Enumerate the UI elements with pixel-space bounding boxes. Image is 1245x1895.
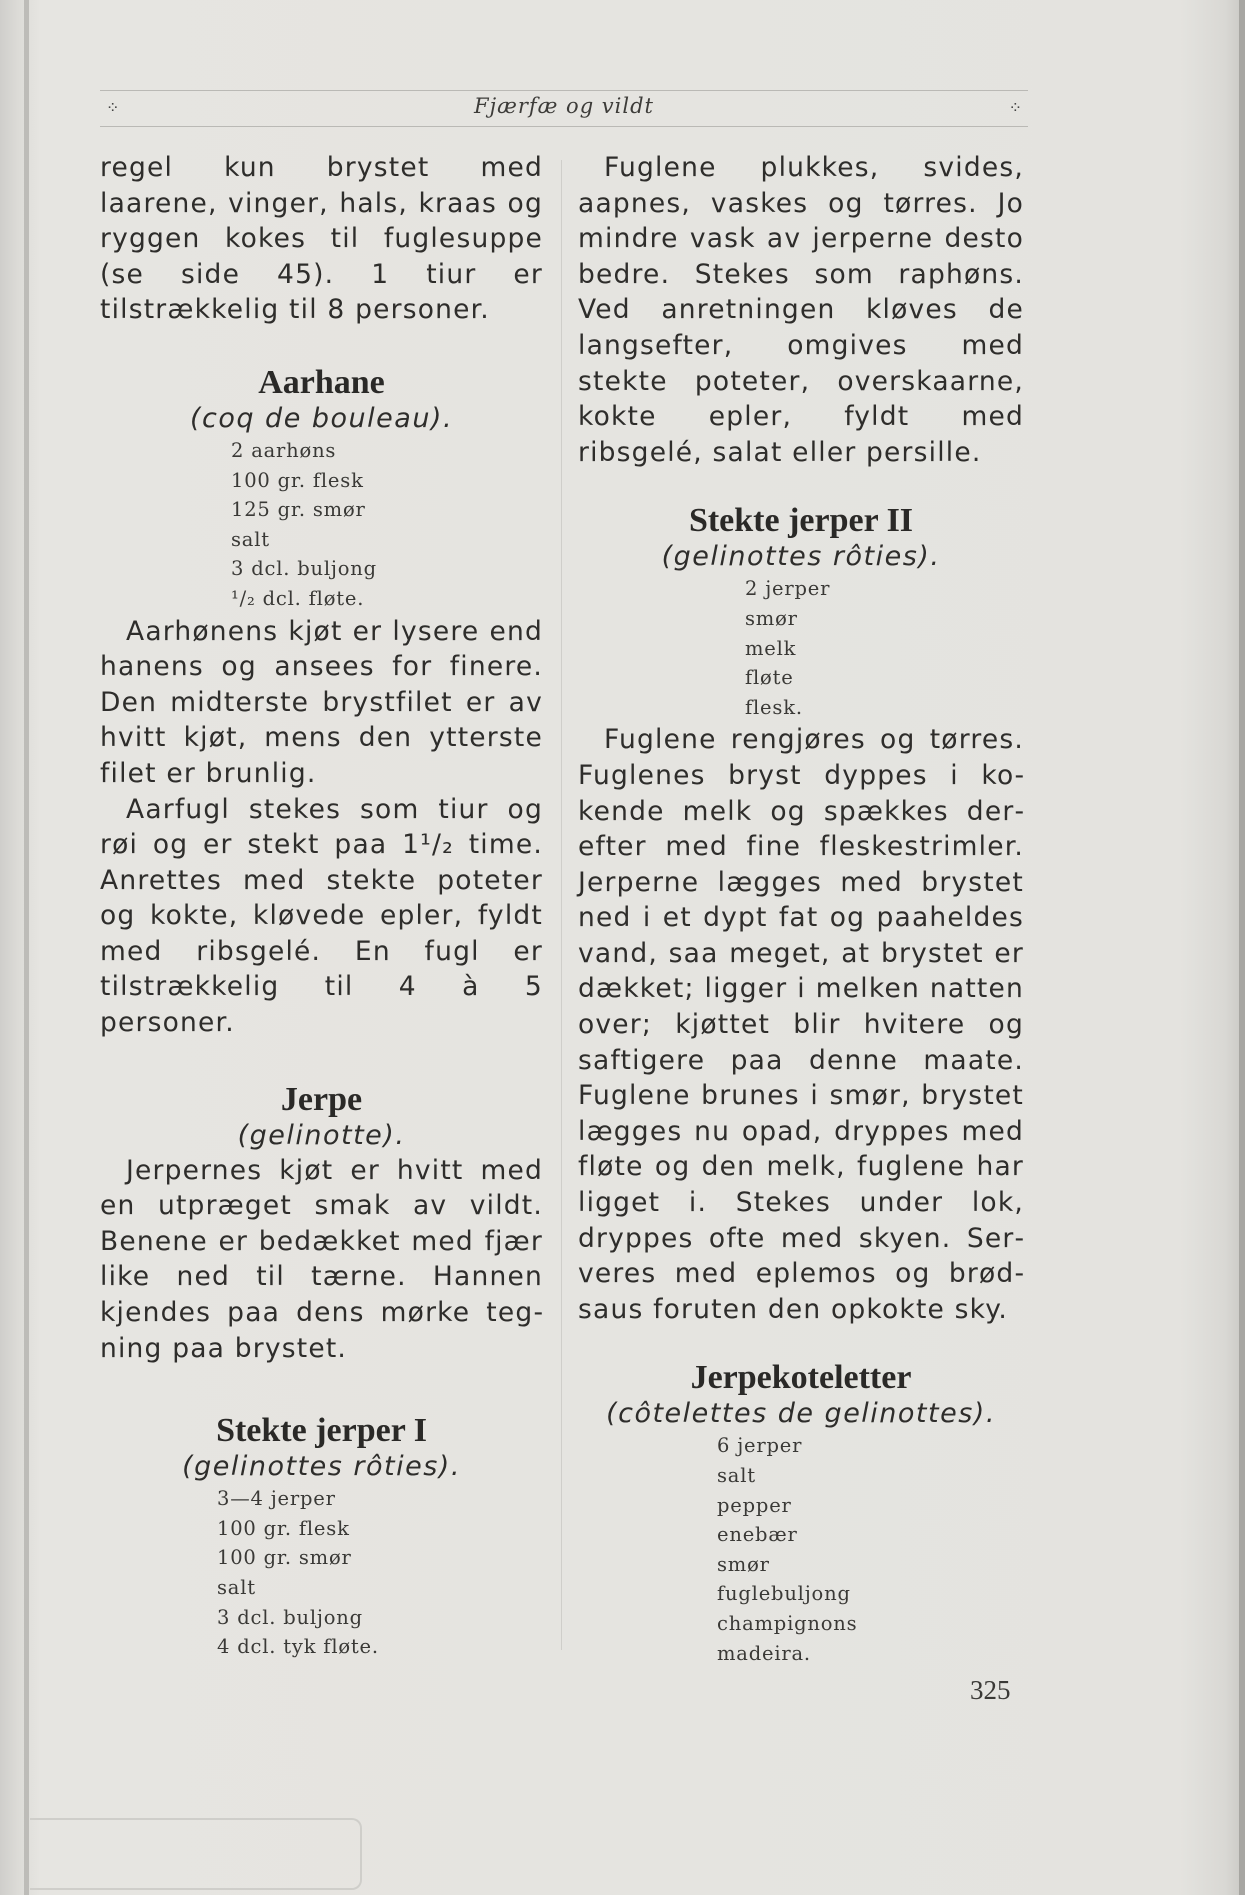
ingredient-item: salt	[231, 527, 270, 551]
ornament-left-icon: ⁘	[106, 98, 120, 117]
recipe-subtitle-stekte-jerper-2: (gelinottes rôties).	[661, 541, 941, 573]
ingredient-item: 100 gr. flesk	[231, 468, 364, 492]
ingredient-item: 2 jerper	[745, 577, 831, 601]
recipe-title-jerpekoteletter: Jerpekoteletter	[690, 1359, 912, 1397]
ingredient-item: ¹/₂ dcl. fløte.	[231, 586, 365, 610]
recipe-title-aarhane: Aarhane	[258, 363, 385, 401]
ingredient-list-stekte-jerper-2	[745, 574, 1024, 722]
recipe-subtitle-jerpe: (gelinotte).	[237, 1119, 406, 1151]
ingredient-item: 3 dcl. buljong	[217, 1605, 363, 1629]
running-title: Fjærfæ og vildt	[474, 94, 654, 118]
ingredient-item: madeira.	[717, 1641, 811, 1665]
recipe-subtitle-aarhane: (coq de bouleau).	[189, 402, 454, 434]
ingredient-item: 100 gr. smør	[217, 1546, 352, 1570]
running-header	[100, 90, 1028, 128]
page-number: 325	[970, 1675, 1011, 1705]
book-spine	[24, 0, 29, 1895]
ingredient-item: pepper	[717, 1493, 792, 1517]
ingredient-item: 6 jerper	[717, 1434, 803, 1458]
ingredient-list-stekte-jerper-1	[217, 1484, 543, 1662]
ingredient-item: salt	[217, 1576, 256, 1599]
ingredient-item: 4 dcl. tyk fløte.	[217, 1635, 379, 1659]
ingredient-item: melk	[745, 636, 797, 660]
ingredient-item: flesk.	[745, 695, 803, 719]
ingredient-list-aarhane	[231, 436, 543, 614]
paragraph-jerpe: Jerpernes kjøt er hvitt med en utpræget smak av vildt. Benene er bedækket med fjær like ned til tærne. Hannen kjendes paa dens mørke tegning paa brystet.	[100, 1154, 543, 1364]
ingredient-item: 2 aarhøns	[231, 438, 337, 462]
recipe-title-stekte-jerper-1: Stekte jerper I	[216, 1412, 427, 1450]
paragraph-jerpe-prep: Fuglene plukkes, svides, aapnes, vaskes og tørres. Jo mindre vask av jerperne desto bedre. Stekes som raphøns. Ved anretningen kløves de langsefter, omgives med stekte poteter, overskaarne, kokte epler, fyldt med ribsgelé, salat eller persille.	[578, 152, 1024, 468]
page-edge	[1239, 0, 1245, 1895]
ingredient-item: champignons	[717, 1611, 858, 1635]
page-corner-mark	[30, 1818, 362, 1890]
paragraph-tiur-continued: regel kun brystet med laarene, vinger, hals, kraas og ryggen kokes til fuglesuppe (se side 45). 1 tiur er tilstrækkelig til 8 personer.	[100, 152, 543, 326]
ingredient-item: fløte	[745, 666, 794, 690]
ingredient-item: fuglebuljong	[717, 1582, 851, 1606]
ingredient-item: smør	[745, 606, 798, 630]
header-rule-top	[100, 90, 1028, 91]
header-rule-bottom	[100, 126, 1028, 127]
paragraph-stekte-jerper-2: Fuglene rengjøres og tørres. Fuglenes bryst dyppes i kokende melk og spækkes derefter med fine fleskestrimler. Jerperne lægges med brystet ned i et dypt fat og paaheldes vand, saa meget, at brystet er dækket; ligger i melken natten over; kjøttet blir hvitere og saftigere paa denne maate. Fuglene brunes i smør, brystet lægges nu opad, dryppes med fløte og den melk, fuglene har ligget i. Stekes under lok, dryppes ofte med skyen. Serveres med eplemos og brødsaus foruten den opkokte sky.	[578, 724, 1024, 1325]
recipe-subtitle-jerpekoteletter: (côtelettes de gelinottes).	[606, 1398, 996, 1430]
ingredient-item: 100 gr. flesk	[217, 1516, 350, 1540]
right-column	[578, 150, 1024, 1668]
ingredient-item: smør	[717, 1552, 770, 1576]
recipe-title-jerpe: Jerpe	[280, 1080, 363, 1118]
ingredient-item: enebær	[717, 1523, 798, 1547]
left-column	[100, 150, 543, 1662]
ornament-right-icon: ⁘	[1008, 98, 1022, 117]
column-divider	[561, 160, 562, 1650]
recipe-subtitle-stekte-jerper-1: (gelinottes rôties).	[182, 1451, 461, 1483]
paragraph-aarhane-1: Aarhønens kjøt er lysere end hanens og ansees for finere. Den midterste brystfilet er av hvitt kjøt, mens den ytterste filet er brunlig.	[100, 615, 543, 789]
paragraph-aarhane-2: Aarfugl stekes som tiur og røi og er stekt paa 1¹/₂ time. Anrettes med stekte poteter og kokte, kløvede epler, fyldt med ribsgelé. En fugl er tilstrækkelig til 4 à 5 personer.	[100, 793, 543, 1039]
ingredient-list-jerpekoteletter	[717, 1431, 1024, 1668]
ingredient-item: 125 gr. smør	[231, 498, 366, 522]
recipe-title-stekte-jerper-2: Stekte jerper II	[688, 502, 914, 540]
ingredient-item: salt	[717, 1464, 756, 1487]
ingredient-item: 3—4 jerper	[217, 1487, 336, 1511]
ingredient-item: 3 dcl. buljong	[231, 557, 377, 581]
